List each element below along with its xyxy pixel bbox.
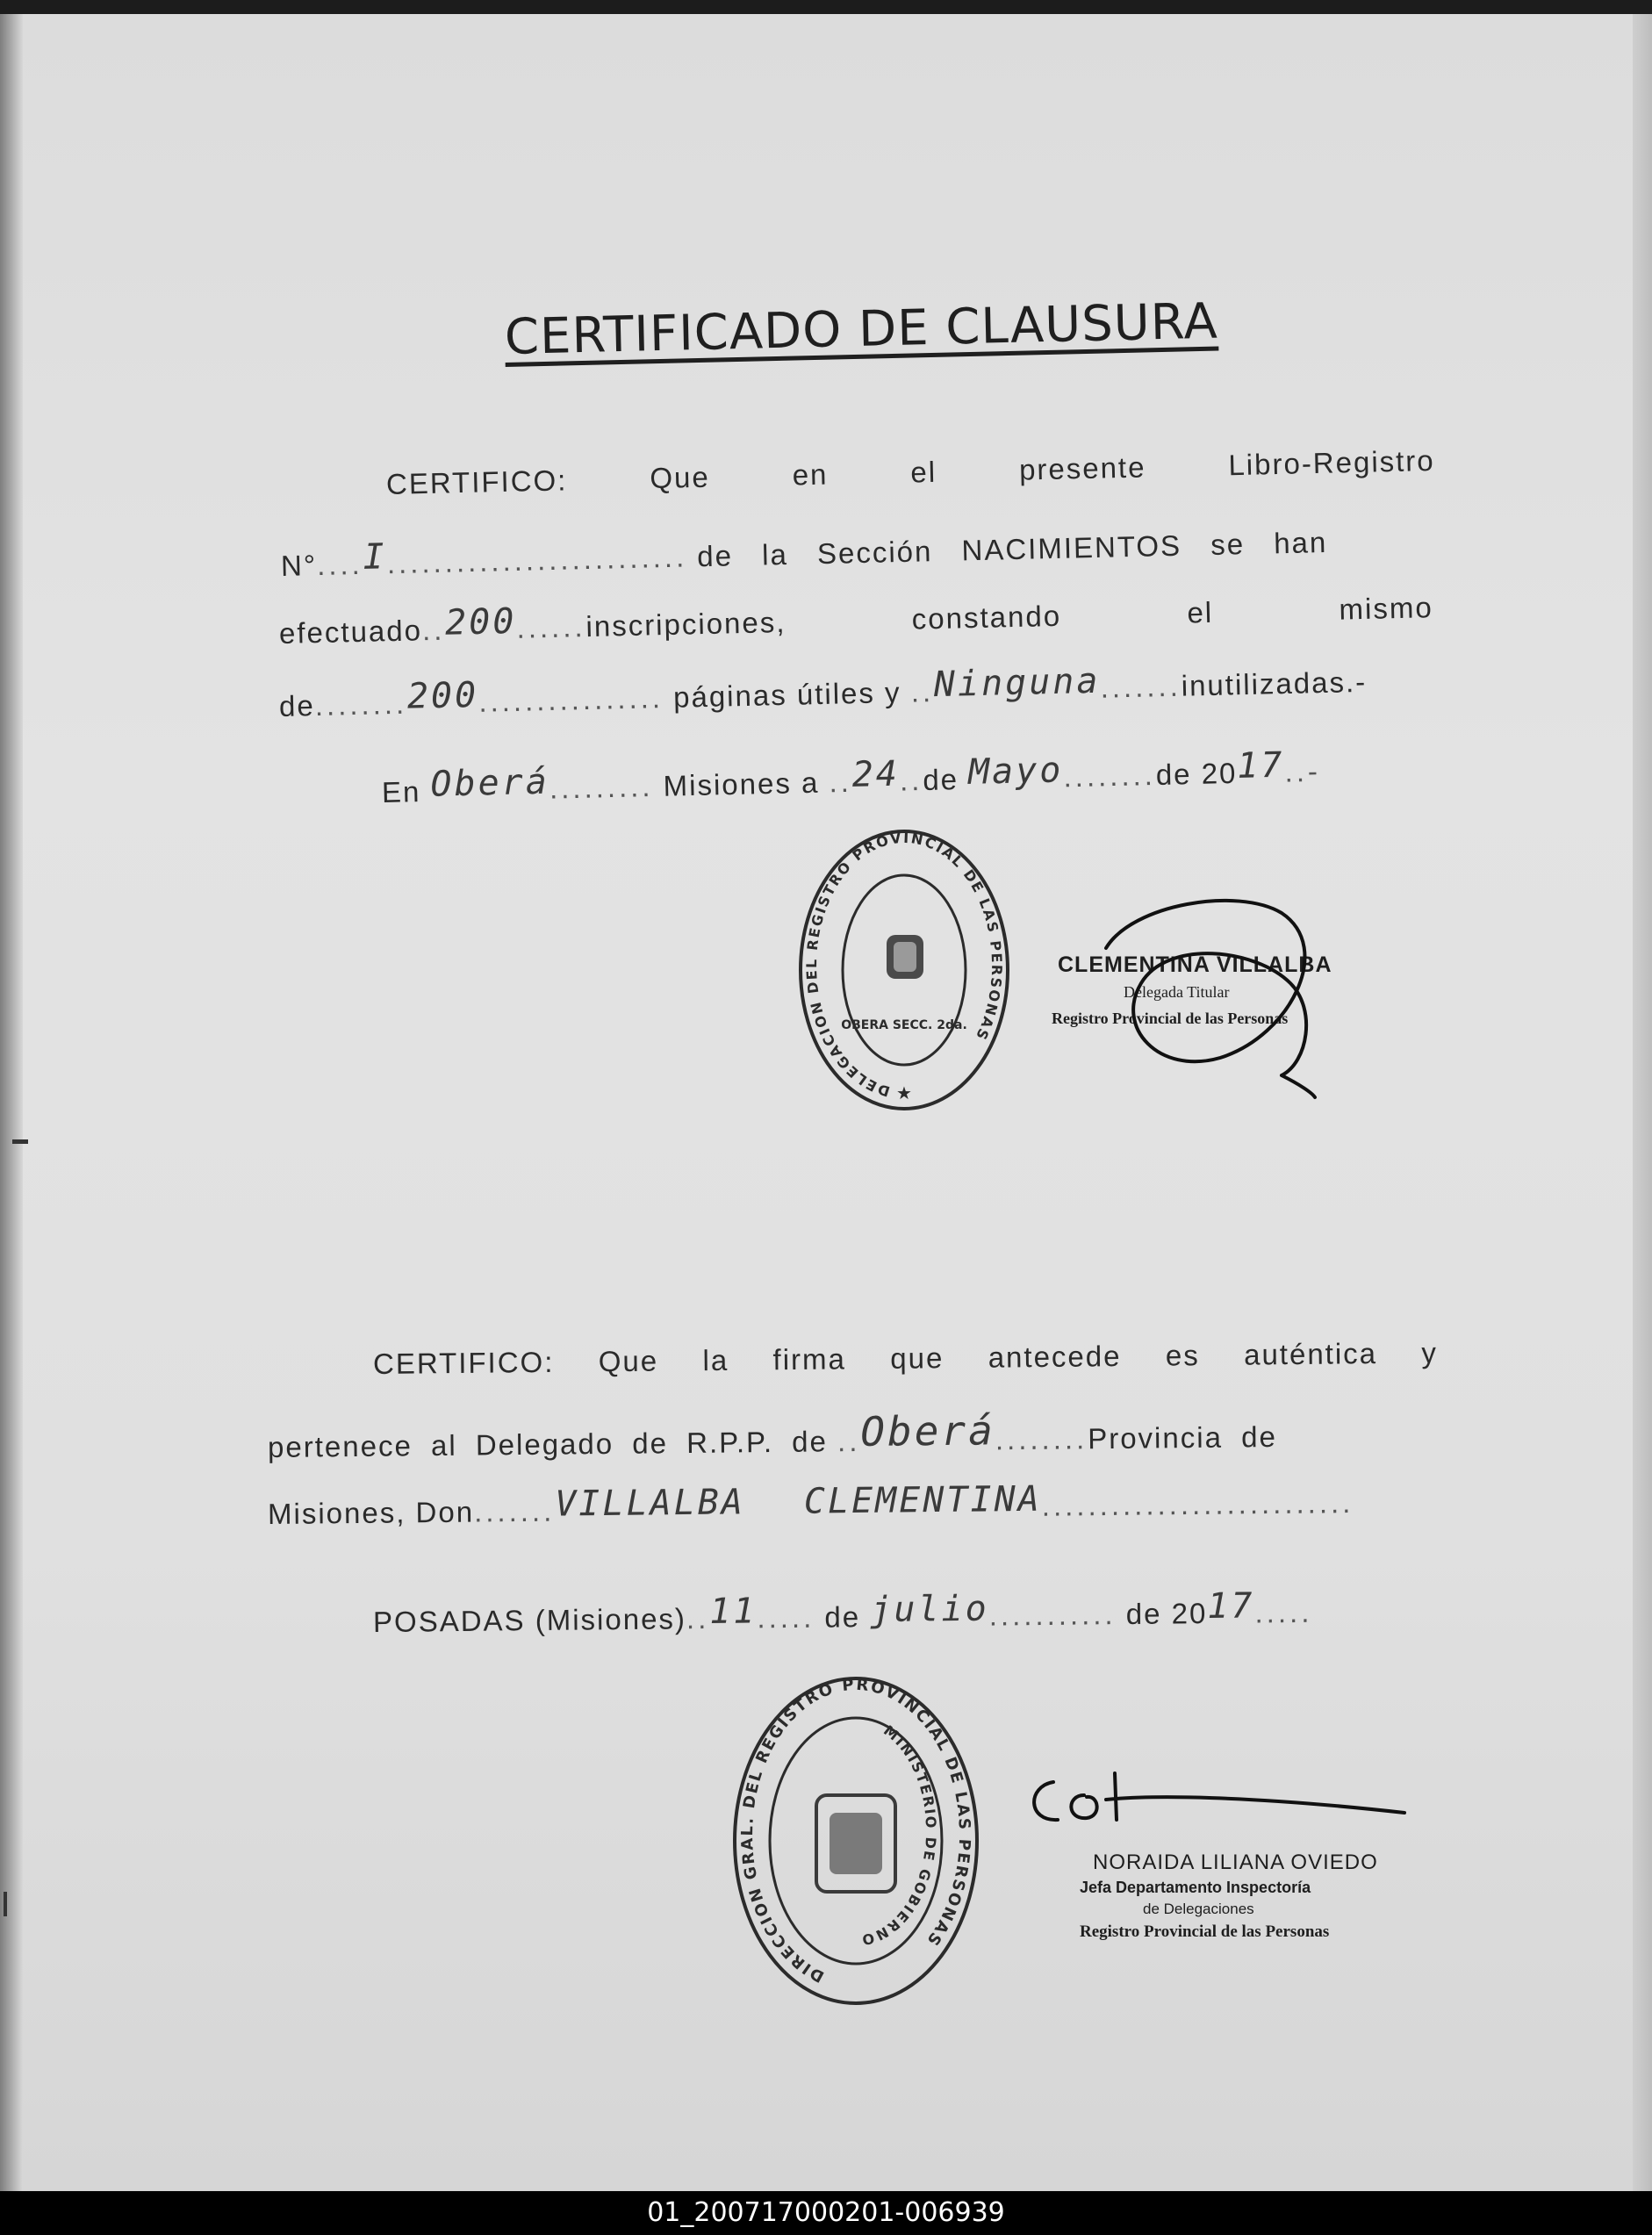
svg-text:★: ★ [896, 1082, 912, 1103]
misiones-a-text: Misiones a [663, 765, 820, 802]
dots-leader: ........... [988, 1598, 1117, 1632]
place-handwritten: Oberá [859, 1406, 996, 1455]
svg-text:DELEGACION DEL REGISTRO PROVIN: DELEGACION DEL REGISTRO PROVINCIAL DE LAS PERSONAS [802, 829, 1006, 1101]
unused-pages-handwritten: Ninguna [933, 660, 1101, 706]
don-label: Misiones, Don [267, 1495, 475, 1530]
inutilizadas-text: inutilizadas.- [1181, 665, 1368, 702]
dots-leader: .. [829, 765, 853, 799]
dots-leader: .. [837, 1424, 861, 1458]
dots-leader: ......... [549, 769, 654, 805]
word: inscripciones, [585, 605, 786, 643]
word: firma [772, 1342, 847, 1376]
section-text: de la Sección NACIMIENTOS se han [696, 525, 1328, 573]
document-title: CERTIFICADO DE CLAUSURA [504, 292, 1219, 366]
word: en [792, 457, 829, 492]
word: constando [911, 599, 1062, 636]
dots-leader: .... [316, 547, 364, 582]
signer1-role: Delegada Titular [1124, 983, 1230, 1001]
word: Libro-Registro [1228, 443, 1436, 482]
day-handwritten: 24 [851, 753, 901, 795]
de-label: de [278, 689, 316, 722]
margin-mark [4, 1892, 7, 1916]
dots-leader: .. [686, 1601, 710, 1635]
word: mismo [1339, 591, 1434, 626]
dots-leader: .. [899, 764, 923, 797]
word: auténtica [1243, 1337, 1378, 1371]
page-left-shadow [0, 0, 23, 2191]
delegation-seal-stamp [794, 825, 1014, 1115]
directorate-seal-stamp [729, 1672, 983, 2010]
dots-leader: ........................... [1041, 1486, 1354, 1522]
certifico-label: CERTIFICO: [385, 464, 568, 500]
dots-leader: ..... [757, 1600, 815, 1635]
pages-text: páginas útiles y [672, 675, 901, 714]
pages-count-handwritten: 200 [406, 674, 479, 717]
margin-mark [12, 1139, 28, 1144]
dots-leader: .. [421, 613, 446, 647]
year-prefix: de 20 [1155, 756, 1238, 791]
de-text: de [922, 763, 959, 797]
word: el [909, 455, 937, 489]
word: presente [1018, 450, 1146, 486]
book-number-handwritten: I [363, 536, 388, 578]
en-label: En [381, 774, 421, 808]
signer1-org: Registro Provincial de las Personas [1052, 1010, 1289, 1027]
word: la [702, 1343, 729, 1377]
year-prefix: de 20 [1125, 1597, 1208, 1631]
signer1-name: CLEMENTINA VILLALBA [1058, 952, 1332, 977]
day-handwritten: 11 [708, 1591, 758, 1632]
scan-file-id: 01_200717000201-006939 [0, 2191, 1652, 2235]
dots-leader: ..... [1254, 1595, 1313, 1629]
word: es [1165, 1339, 1200, 1372]
signer2-role-1: Jefa Departamento Inspectoría [1080, 1879, 1311, 1896]
word: Que [649, 460, 711, 495]
de-text: de [824, 1600, 861, 1634]
inscriptions-count-handwritten: 200 [444, 600, 517, 643]
signer2-org: Registro Provincial de las Personas [1080, 1922, 1330, 1941]
dots-leader: ........ [1063, 758, 1157, 794]
year-handwritten: 17 [1236, 744, 1285, 787]
word: Que [598, 1344, 659, 1378]
dots-leader: ........ [995, 1422, 1088, 1456]
number-label: N° [280, 549, 318, 582]
provincia-text: Provincia de [1088, 1419, 1278, 1455]
word: que [890, 1341, 945, 1375]
dots-leader: ........ [314, 686, 408, 722]
signature1-scribble [1080, 887, 1343, 1097]
word: y [1421, 1336, 1439, 1369]
dots-leader: ................ [478, 681, 664, 718]
dots-leader: ....... [473, 1494, 556, 1528]
dots-leader: .. [910, 675, 935, 708]
month-handwritten: julio [870, 1588, 989, 1631]
word: el [1187, 595, 1214, 629]
pertenece-text: pertenece al Delegado de R.P.P. de [267, 1425, 829, 1463]
signer2-role-2: de Delegaciones [1143, 1901, 1254, 1917]
word: antecede [988, 1340, 1122, 1374]
svg-text:MINISTERIO DE GOBIERNO: MINISTERIO DE GOBIERNO [858, 1721, 940, 1950]
place-handwritten: Oberá [429, 761, 550, 805]
dots-leader: ...... [516, 610, 586, 644]
svg-text:OBERA SECC. 2da.: OBERA SECC. 2da. [841, 1018, 967, 1032]
certifico-label: CERTIFICO: [372, 1345, 555, 1380]
dots-leader: ....... [1100, 669, 1182, 704]
page-right-edge [1633, 0, 1652, 2191]
dots-leader: ..- [1284, 754, 1322, 788]
signature2-scribble [1018, 1760, 1413, 1839]
signer2-name: NORAIDA LILIANA OVIEDO [1093, 1851, 1378, 1874]
month-handwritten: Mayo [967, 750, 1064, 793]
signer-name-handwritten: VILLALBA CLEMENTINA [554, 1478, 1042, 1525]
year-handwritten: 17 [1207, 1585, 1255, 1628]
svg-text:DIRECCION GRAL. DEL REGISTRO P: DIRECCION GRAL. DEL REGISTRO PROVINCIAL DE LAS PERSONAS [737, 1675, 974, 1987]
dots-leader: .......................... [386, 540, 688, 580]
efectuado-label: efectuado [278, 614, 423, 650]
page-top-shadow [0, 0, 1652, 14]
posadas-label: POSADAS (Misiones) [372, 1602, 687, 1638]
